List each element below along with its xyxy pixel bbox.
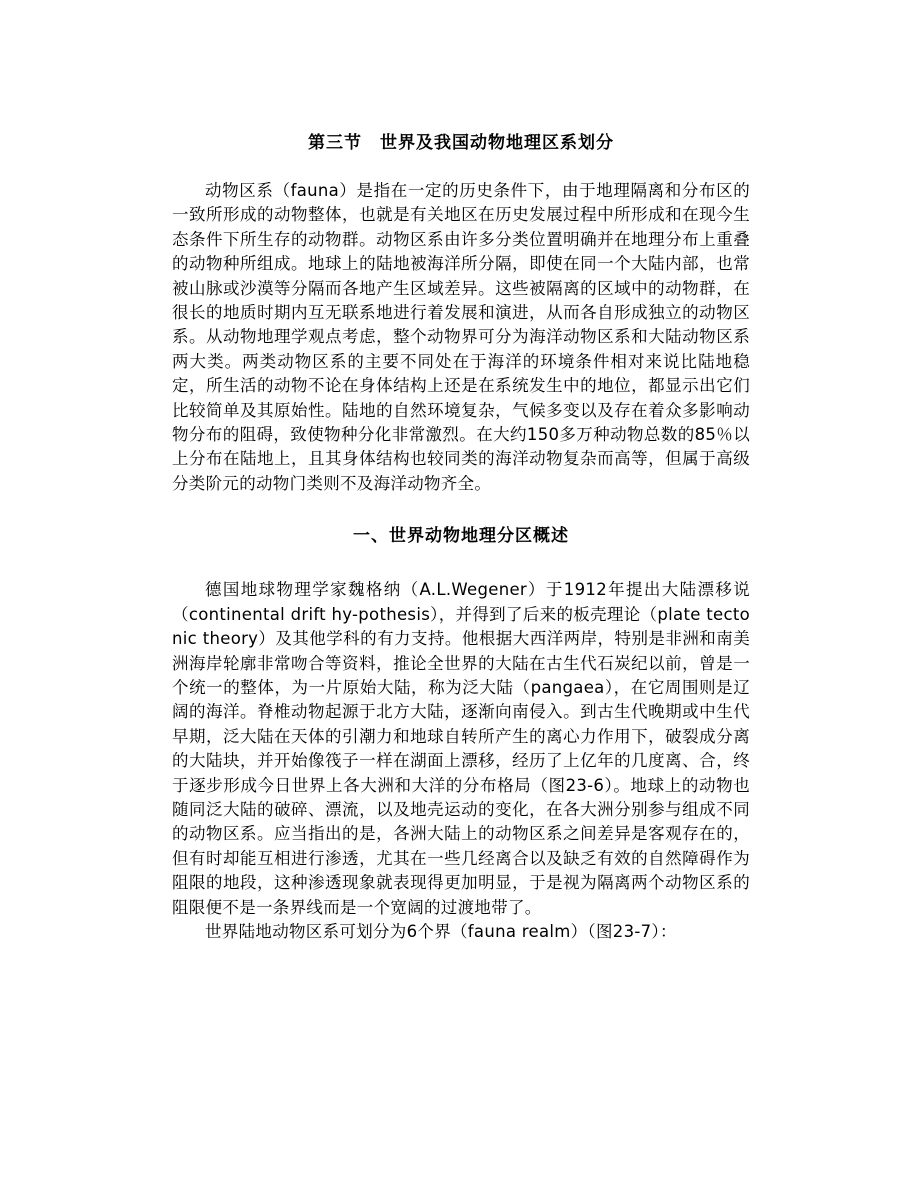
paragraph-fauna-intro: 动物区系（fauna）是指在一定的历史条件下，由于地理隔离和分布区的一致所形成的动物整体，也就是有关地区在历史发展过程中所形成和在现今生态条件下所生存的动物群。动物区系由许多分类位置明确并在地理分布上重叠的动物种所组成。地球上的陆地被海洋所分隔，即使在同一个大陆内部，也常被山脉或沙漠等分隔而各地产生区域差异。这些被隔离的区域中的动物群，在很长的地质时期内互无联系地进行着发展和演进，从而各自形成独立的动物区系。从动物地理学观点考虑，整个动物界可分为海洋动物区系和大陆动物区系两大类。两类动物区系的主要不同处在于海洋的环境条件相对来说比陆地稳定，所生活的动物不论在身体结构上还是在系统发生中的地位，都显示出它们比较简单及其原始性。陆地的自然环境复杂，气候多变以及存在着众多影响动物分布的阻碍，致使物种分化非常激烈。在大约150多万种动物总数的85％以上分布在陆地上，且其身体结构也较同类的海洋动物复杂而高等，但属于高级分类阶元的动物门类则不及海洋动物齐全。 [172, 181, 750, 493]
section-heading-world-zoogeography: 一、世界动物地理分区概述 [353, 526, 569, 547]
paragraph-fauna-realms-intro: 世界陆地动物区系可划分为6个界（fauna realm）（图23-7）： [205, 921, 677, 941]
doc-title: 第三节 世界及我国动物地理区系划分 [308, 133, 614, 153]
paragraph-continental-drift: 德国地球物理学家魏格纳（A.L.Wegener）于1912年提出大陆漂移说（continental drift hy-pothesis），并得到了后来的板壳理论（plate tectonic theory）及其他学科的有力支持。他根据大西洋两岸，特别是非洲和南美洲海岸轮廓非常吻合等资料，推论全世界的大陆在古生代石炭纪以前，曾是一个统一的整体，为一片原始大陆，称为泛大陆（pangaea），在它周围则是辽阔的海洋。脊椎动物起源于北方大陆，逐渐向南侵入。到古生代晚期或中生代早期，泛大陆在天体的引潮力和地球自转所产生的离心力作用下，破裂成分离的大陆块，并开始像筏子一样在湖面上漂移，经历了上亿年的几度离、合，终于逐步形成今日世界上各大洲和大洋的分布格局（图23-6）。地球上的动物也随同泛大陆的破碎、漂流，以及地壳运动的变化，在各大洲分别参与组成不同的动物区系。应当指出的是，各洲大陆上的动物区系之间差异是客观存在的，但有时却能互相进行渗透，尤其在一些几经离合以及缺乏有效的自然障碍作为阻限的地段，这种渗透现象就表现得更加明显，于是视为隔离两个动物区系的阻限便不是一条界线而是一个宽阔的过渡地带了。 [172, 580, 750, 917]
